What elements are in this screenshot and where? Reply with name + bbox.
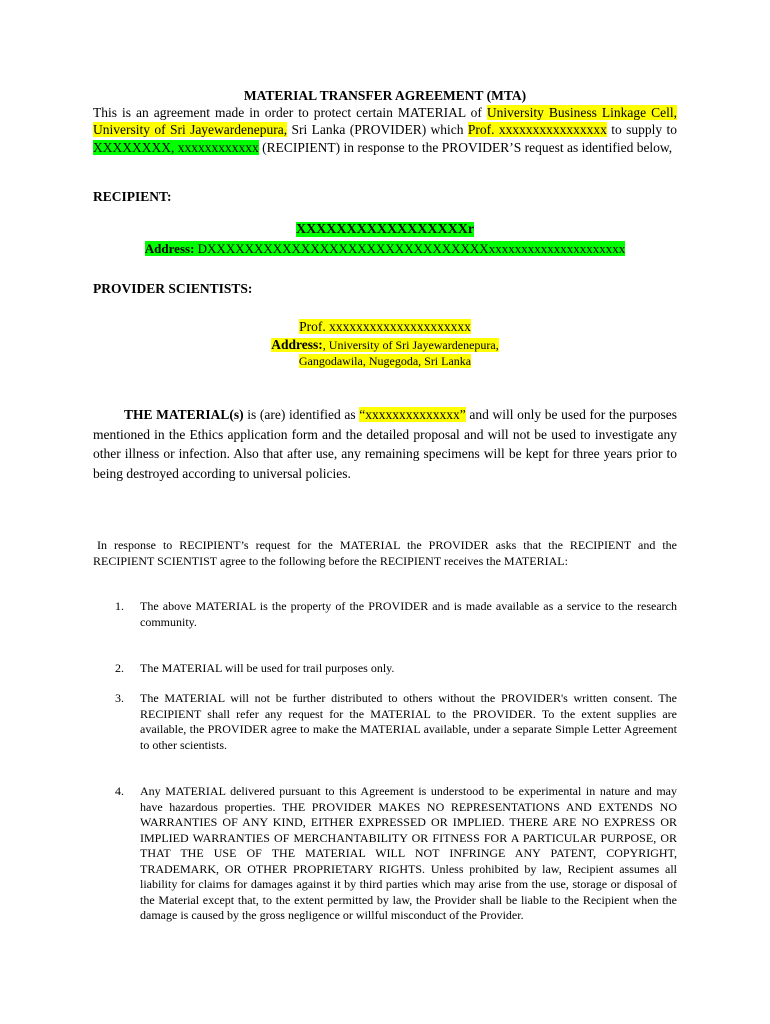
recipient-name: XXXXXXXXXXXXXXXXXr bbox=[295, 222, 475, 237]
list-item-text: The MATERIAL will not be further distributed to others without the PROVIDER's written consent. The RECIPIENT shall refer any request for the MATERIAL to the PROVIDER. To the extent supplies are available, the PROVIDER agree to make the MATERIAL available, under a separate Simple Letter Agreement to other scientists. bbox=[140, 691, 677, 752]
material-paragraph bbox=[93, 405, 677, 483]
list-item-text: The MATERIAL will be used for trail purposes only. bbox=[140, 661, 395, 675]
provider-address-line2: Gangodawila, Nugegoda, Sri Lanka bbox=[298, 353, 472, 368]
recipient-name-line bbox=[93, 222, 677, 238]
provider-address-block bbox=[93, 337, 677, 369]
list-item bbox=[93, 599, 677, 630]
intro-text-1: This is an agreement made in order to protect certain MATERIAL of bbox=[93, 105, 487, 120]
list-item bbox=[93, 661, 677, 677]
material-text-1: is (are) identified as bbox=[243, 407, 360, 422]
material-text-2: and will only be used for the purposes mentioned in the Ethics application form and the detailed proposal and will not be used to investigate any other illness or infection. Also that after use, any remaining specimens will be kept for three years prior to being destroyed according to universal policies. bbox=[93, 407, 677, 481]
list-item-text: Any MATERIAL delivered pursuant to this Agreement is understood to be experimental in nature and may have hazardous properties. THE PROVIDER MAKES NO REPRESENTATIONS AND EXTENDS NO WARRANTIES OF ANY KIND, EITHER EXPRESSED OR IMPLIED. THERE ARE NO EXPRESS OR IMPLIED WARRANTIES OF MERCHANTABILITY OR FITNESS FOR A PARTICULAR PURPOSE, OR THAT THE USE OF THE MATERIAL WILL NOT INFRINGE ANY PATENT, COPYRIGHT, TRADEMARK, OR OTHER PROPRIETARY RIGHTS. Unless prohibited by law, Recipient assumes all liability for claims for damages against it by third parties which may arise from the use, storage or disposal of the Material except that, to the extent permitted by law, the Provider shall be liable to the Recipient when the damage is caused by the gross negligence or willful misconduct of the Provider. bbox=[140, 784, 677, 922]
list-item-text: The above MATERIAL is the property of the PROVIDER and is made available as a service to the research community. bbox=[140, 599, 677, 629]
list-item-number: 2. bbox=[115, 661, 124, 675]
list-item bbox=[93, 784, 677, 924]
list-item bbox=[93, 691, 677, 753]
provider-organization: University Business Linkage Cell, University of Sri Jayewardenepura, bbox=[93, 105, 677, 138]
response-text: In response to RECIPIENT’s request for the MATERIAL the PROVIDER asks that the RECIPIENT and the RECIPIENT SCIENTIST agree to the following before the RECIPIENT receives the MATERIAL: bbox=[93, 538, 677, 568]
intro-paragraph bbox=[93, 104, 677, 156]
provider-scientist-name: Prof. xxxxxxxxxxxxxxxxxxxxx bbox=[299, 319, 471, 334]
intro-text-3: to supply to bbox=[606, 122, 677, 138]
list-item-number: 1. bbox=[115, 599, 124, 613]
recipient-placeholder: XXXXXXXX, xxxxxxxxxxxx bbox=[93, 139, 259, 155]
intro-text-4: (RECIPIENT) in response to the PROVIDER’S request as identified below, bbox=[258, 139, 673, 155]
provider-address-line1: , University of Sri Jayewardenepura, bbox=[322, 338, 499, 352]
material-name: “xxxxxxxxxxxxxx” bbox=[359, 407, 466, 422]
document-title: MATERIAL TRANSFER AGREEMENT (MTA) bbox=[243, 88, 527, 103]
provider-name-line bbox=[93, 319, 677, 335]
material-label: THE MATERIAL(s) bbox=[124, 407, 244, 422]
list-item-number: 4. bbox=[115, 784, 124, 798]
recipient-address-value: DXXXXXXXXXXXXXXXXXXXXXXXXXXXXXXxxxxxxxxxxxxxxxxxxxxx bbox=[194, 241, 626, 256]
provider-heading: PROVIDER SCIENTISTS: bbox=[93, 281, 253, 296]
list-item-number: 3. bbox=[115, 691, 124, 705]
response-paragraph bbox=[93, 538, 677, 569]
provider-professor: Prof. xxxxxxxxxxxxxxxx bbox=[467, 122, 607, 138]
intro-text-2: Sri Lanka (PROVIDER) which bbox=[287, 122, 468, 138]
recipient-address-label: Address: bbox=[144, 241, 195, 256]
recipient-heading: RECIPIENT: bbox=[93, 189, 172, 204]
recipient-address-line bbox=[93, 241, 677, 257]
provider-address-label: Address: bbox=[271, 337, 323, 352]
